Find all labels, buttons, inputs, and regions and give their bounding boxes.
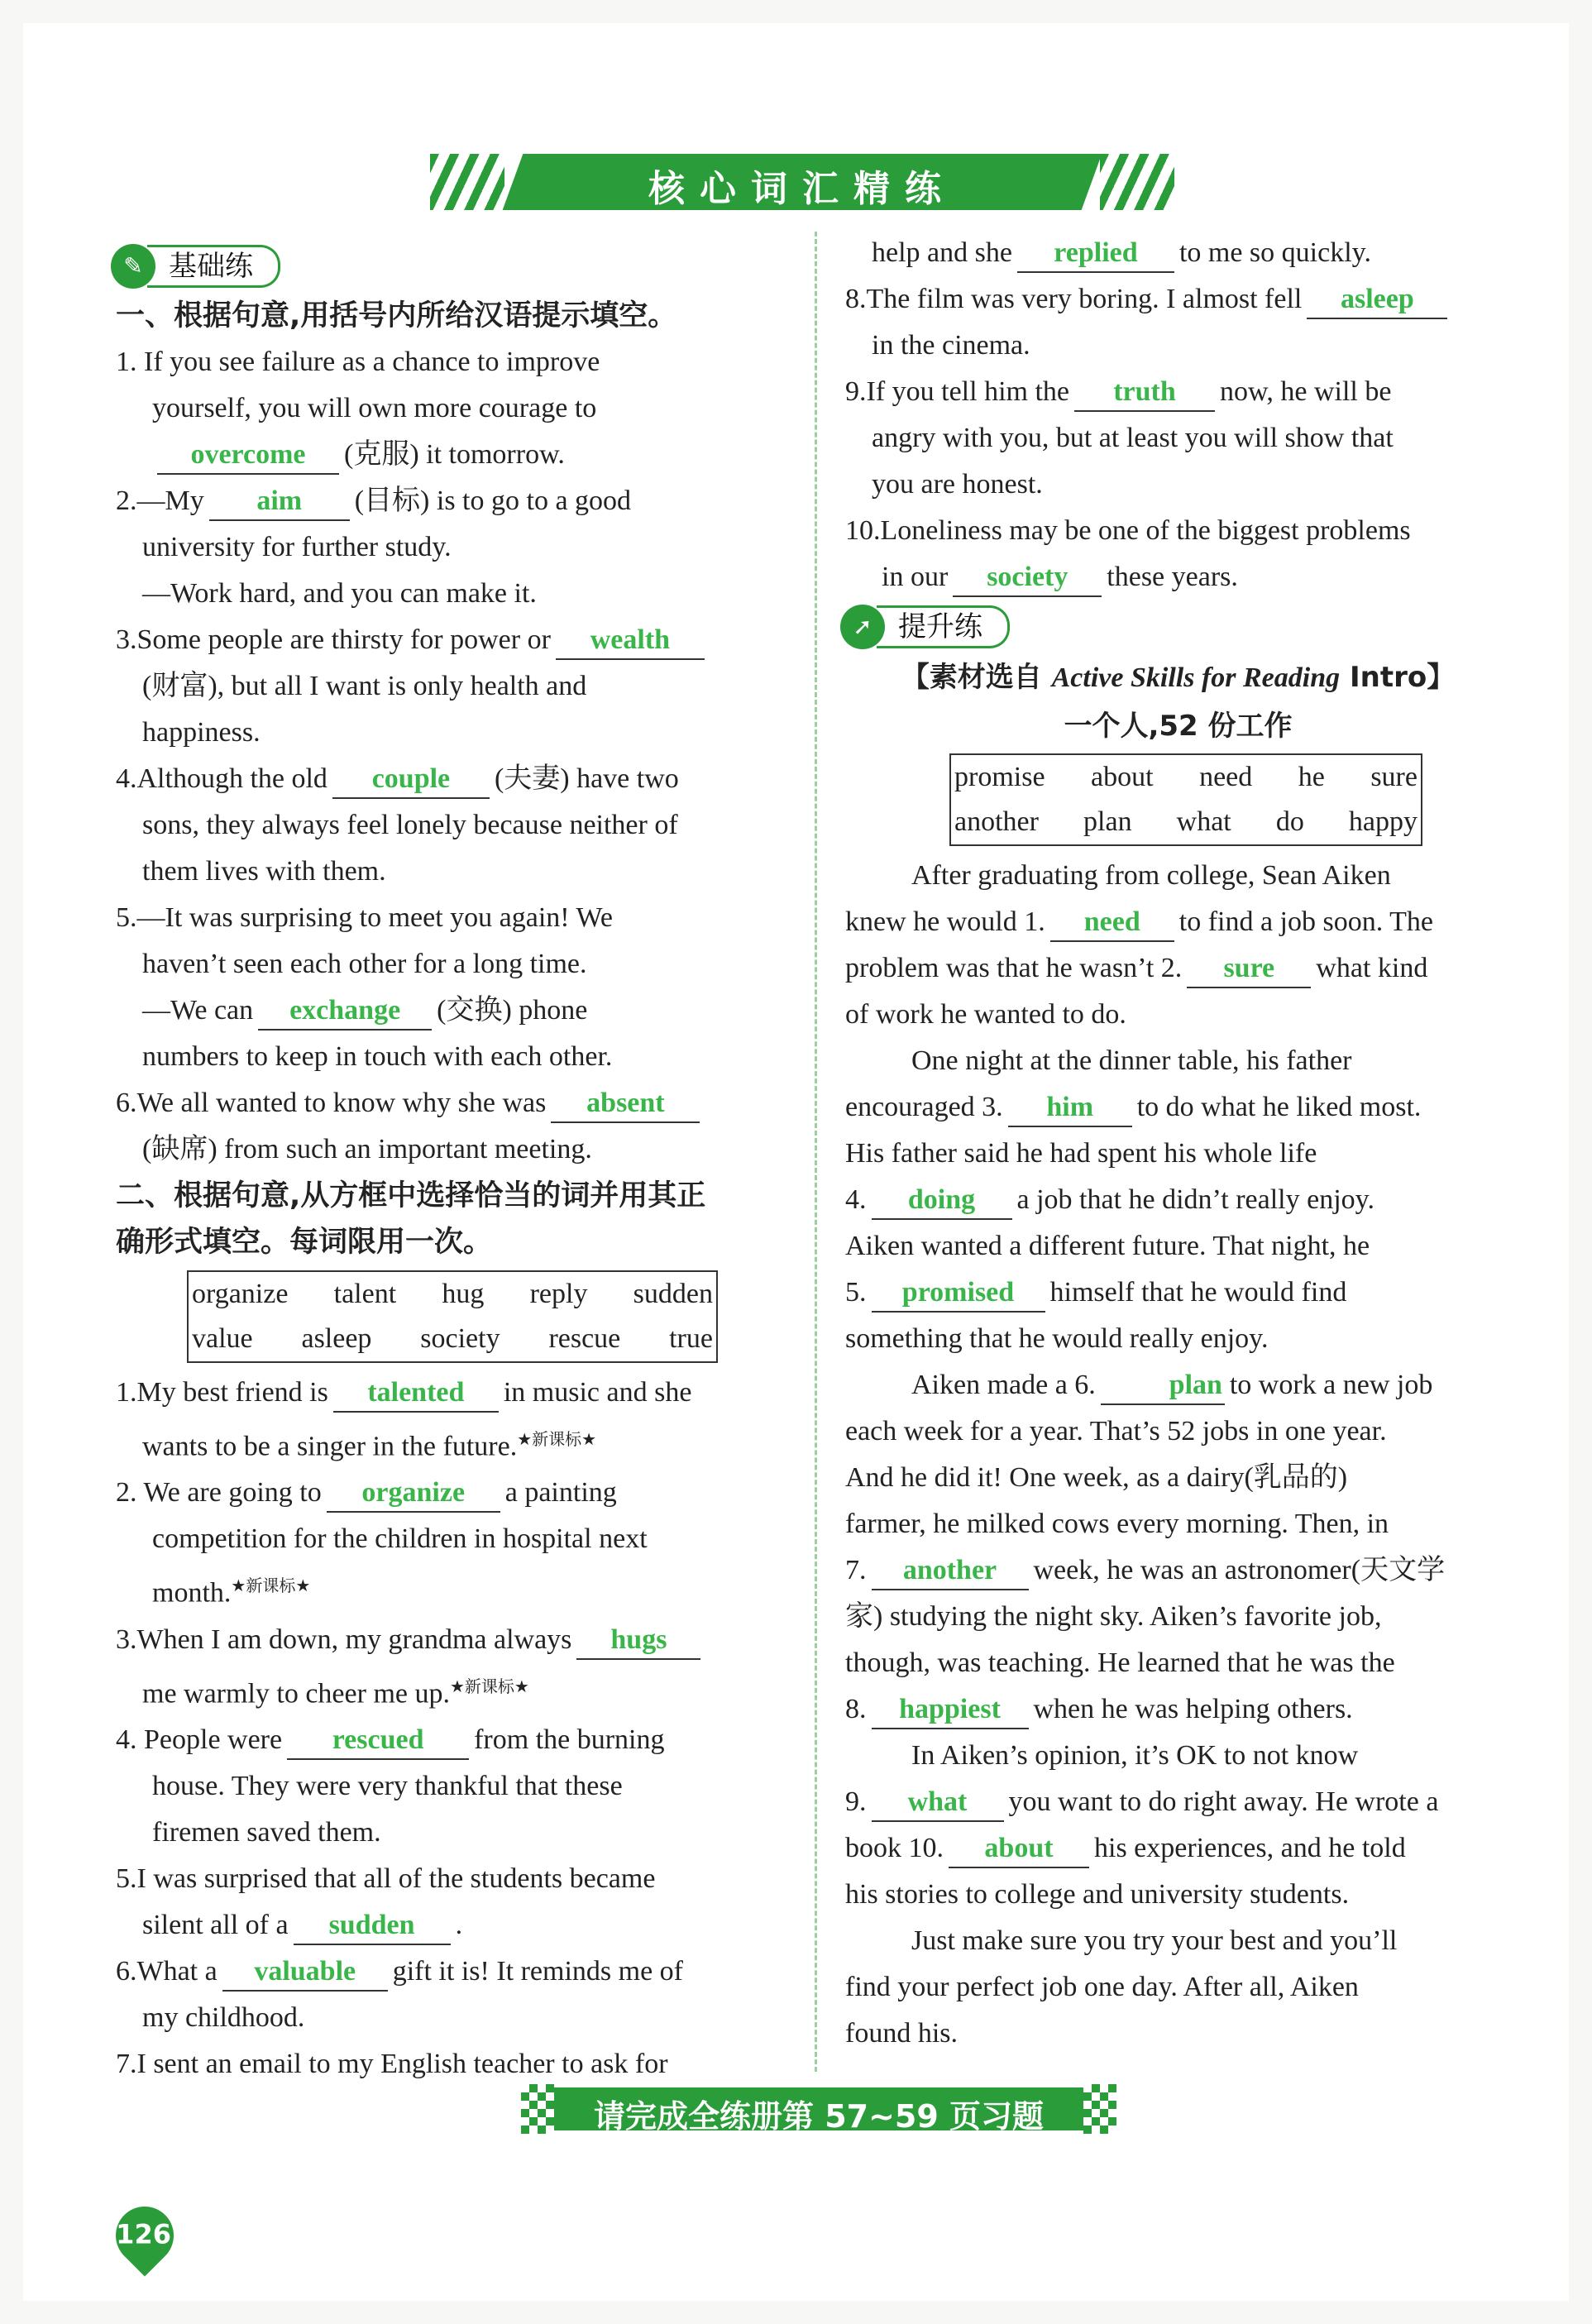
checker-right <box>1083 2084 1116 2134</box>
q6-line1 <box>116 1080 786 1126</box>
b10-line2 <box>845 554 1511 600</box>
b6-line2: my childhood. <box>142 2001 305 2033</box>
b7-line2 <box>845 230 1511 276</box>
q2-line3: —Work hard, and you can make it. <box>142 578 537 609</box>
p3-line4: farmer, he milked cows every morning. Then, in <box>845 1509 1389 1539</box>
answer-blank[interactable]: exchange <box>258 992 432 1030</box>
word: about <box>1091 762 1154 792</box>
box-question-3 <box>116 1617 786 1717</box>
part1-heading: 一、根据句意,用括号内所给汉语提示填空。 <box>116 299 677 332</box>
word: value <box>192 1323 253 1354</box>
q5-tail: (交换) phone <box>437 995 588 1026</box>
answer-blank[interactable]: need <box>1050 904 1174 942</box>
word: promise <box>954 762 1045 792</box>
advanced-practice-badge <box>840 604 1010 650</box>
p3-line5 <box>845 1547 1511 1594</box>
p2-line6 <box>845 1270 1511 1316</box>
b8-line1 <box>845 276 1511 323</box>
word: talent <box>333 1279 397 1309</box>
p4-text: book 10. <box>845 1833 944 1863</box>
p3-line1 <box>845 1362 1511 1408</box>
question-3 <box>116 617 786 756</box>
basic-practice-badge <box>111 243 280 289</box>
word-box-row-1 <box>954 755 1418 800</box>
word: true <box>669 1323 713 1354</box>
paragraph-5 <box>845 1918 1511 2057</box>
word: sure <box>1370 762 1418 792</box>
box-question-4 <box>116 1717 786 1856</box>
q6-line2: (缺席) from such an important meeting. <box>142 1134 592 1164</box>
word: plan <box>1083 806 1132 837</box>
answer-blank[interactable]: another <box>872 1552 1029 1590</box>
box-question-6 <box>116 1949 786 2041</box>
box-question-7 <box>116 2041 786 2087</box>
q2-line2: university for further study. <box>142 532 452 562</box>
question-1 <box>116 339 786 478</box>
q3-line3: happiness. <box>142 717 261 748</box>
q4-line2: sons, they always feel lonely because neither of <box>142 810 678 840</box>
p4-line4: his stories to college and university students. <box>845 1879 1350 1910</box>
paragraph-2 <box>845 1038 1511 1362</box>
p2-text: to do what he liked most. <box>1136 1092 1422 1122</box>
paragraph-1 <box>845 853 1511 1038</box>
answer-blank[interactable]: hugs <box>576 1622 700 1660</box>
part2-heading-1: 二、根据句意,从方框中选择恰当的词并用其正 <box>116 1179 706 1212</box>
q1-tail: (克服) it tomorrow. <box>344 439 565 470</box>
p2-text: a job that he didn’t really enjoy. <box>1016 1184 1374 1215</box>
q2-line1 <box>116 478 786 524</box>
source-book: Active Skills for Reading <box>1051 662 1341 693</box>
new-standard-tag: ★新课标★ <box>449 1676 529 1696</box>
b9-tail: now, he will be <box>1220 376 1392 407</box>
material-source <box>845 653 1511 702</box>
answer-blank[interactable]: promised <box>872 1274 1045 1313</box>
q4-line1 <box>116 756 786 802</box>
answer-blank[interactable]: asleep <box>1307 281 1447 319</box>
word: sudden <box>633 1279 713 1309</box>
p1-text: what kind <box>1316 953 1428 983</box>
b7-head: help and she <box>872 237 1012 268</box>
b2-head: 2. We are going to <box>116 1477 322 1509</box>
answer-blank[interactable]: society <box>953 559 1102 597</box>
word: what <box>1176 806 1231 837</box>
b9-head: 9.If you tell him the <box>845 376 1070 407</box>
box-question-10 <box>845 508 1511 600</box>
b1-line2 <box>116 1416 786 1470</box>
b3-line2 <box>116 1663 786 1717</box>
p2-line3: His father said he had spent his whole life <box>845 1138 1317 1169</box>
b10-line1: 10.Loneliness may be one of the biggest problems <box>845 515 1411 546</box>
q4-tail: (夫妻) have two <box>494 763 679 794</box>
q5-line1: 5.—It was surprising to meet you again! We <box>116 902 613 933</box>
b2-line2: competition for the children in hospital next <box>152 1523 648 1555</box>
word: asleep <box>301 1323 372 1354</box>
p2-line4 <box>845 1177 1511 1223</box>
section-title: 核心词汇精练 <box>648 168 956 210</box>
p2-text: encouraged 3. <box>845 1092 1003 1122</box>
q2-tail: (目标) is to go to a good <box>354 485 632 516</box>
b1-cont: wants to be a singer in the future. <box>142 1431 518 1462</box>
box-question-1 <box>116 1370 786 1470</box>
banner-stripes-left <box>430 154 504 210</box>
q3-line2: (财富), but all I want is only health and <box>142 671 587 701</box>
p1-line2 <box>845 899 1511 945</box>
word: reply <box>529 1279 588 1309</box>
paragraph-3 <box>845 1362 1511 1733</box>
p5-line3: found his. <box>845 2018 958 2049</box>
p1-line1: After graduating from college, Sean Aiken <box>911 860 1391 891</box>
box-question-2 <box>116 1470 786 1616</box>
question-6 <box>116 1080 786 1173</box>
answer-blank[interactable]: replied <box>1017 235 1174 273</box>
box-question-5 <box>116 1856 786 1949</box>
q5-line3 <box>116 987 786 1034</box>
answer-blank[interactable]: talented <box>333 1375 499 1413</box>
answer-blank[interactable]: him <box>1008 1089 1132 1127</box>
column-divider <box>815 232 817 2072</box>
b1-tail: in music and she <box>503 1377 692 1408</box>
b7-line1: 7.I sent an email to my English teacher to ask for <box>116 2048 668 2079</box>
p1-text: problem was that he wasn’t 2. <box>845 953 1183 983</box>
answer-blank[interactable]: aim <box>209 483 350 521</box>
p3-line3: And he did it! One week, as a dairy(乳品的) <box>845 1462 1348 1493</box>
word: hug <box>442 1279 485 1309</box>
new-standard-tag: ★新课标★ <box>517 1429 597 1449</box>
b9-line1 <box>845 369 1511 415</box>
b10-head: in our <box>882 562 949 592</box>
word: rescue <box>548 1323 621 1354</box>
b4-line3: firemen saved them. <box>152 1816 381 1848</box>
b4-line1 <box>116 1717 786 1763</box>
b8-head: 8.The film was very boring. I almost fell <box>845 284 1303 314</box>
answer-blank[interactable]: rescued <box>287 1722 469 1760</box>
answer-blank[interactable]: what <box>872 1784 1004 1822</box>
p5-line2: find your perfect job one day. After all, Aiken <box>845 1972 1359 2002</box>
b5-tail: . <box>455 1909 463 1940</box>
page-number: 126 <box>116 2218 171 2250</box>
answer-blank[interactable]: absent <box>551 1085 700 1123</box>
b6-tail: gift it is! It reminds me of <box>392 1955 683 1987</box>
answer-blank[interactable]: couple <box>332 761 490 799</box>
b4-head: 4. People were <box>116 1724 283 1755</box>
p2-line2 <box>845 1084 1511 1131</box>
b1-head: 1.My best friend is <box>116 1377 328 1408</box>
answer-blank[interactable]: overcome <box>157 437 339 475</box>
b4-tail: from the burning <box>474 1724 665 1755</box>
p4-line3 <box>845 1825 1511 1872</box>
word-box-row-1 <box>192 1272 713 1317</box>
checker-left <box>521 2084 554 2134</box>
b7-tail: to me so quickly. <box>1178 237 1371 268</box>
word: do <box>1275 806 1304 837</box>
b5-line1: 5.I was surprised that all of the students became <box>116 1863 656 1894</box>
source-prefix: 【素材选自 <box>901 661 1042 694</box>
answer-blank[interactable]: wealth <box>556 622 705 660</box>
q5-head: —We can <box>142 995 254 1026</box>
p4-line2 <box>845 1779 1511 1825</box>
word: happy <box>1348 806 1418 837</box>
box-question-8 <box>845 276 1511 369</box>
footer-banner <box>521 2084 1116 2134</box>
section-banner <box>430 154 1174 210</box>
q6-head: 6.We all wanted to know why she was <box>116 1088 547 1118</box>
answer-blank[interactable]: organize <box>327 1475 500 1513</box>
q3-line1 <box>116 617 786 663</box>
answer-blank[interactable]: plan <box>1101 1367 1225 1405</box>
badge-label: 基础练 <box>147 245 280 288</box>
p3-text: week, he was an astronomer(天文学 <box>1033 1555 1446 1585</box>
part2-heading-2: 确形式填空。每词限用一次。 <box>116 1226 493 1259</box>
arrow-up-icon: ➚ <box>840 605 885 649</box>
b4-line2: house. They were very thankful that these <box>152 1770 623 1801</box>
p5-line1: Just make sure you try your best and you’ll <box>911 1925 1398 1956</box>
b9-line3: you are honest. <box>872 469 1043 500</box>
q1-line2: yourself, you will own more courage to <box>152 393 597 423</box>
q5-line4: numbers to keep in touch with each other. <box>142 1041 613 1072</box>
p2-line7: something that he would really enjoy. <box>845 1323 1269 1354</box>
q3-head: 3.Some people are thirsty for power or <box>116 624 551 655</box>
p3-line2: each week for a year. That’s 52 jobs in one year. <box>845 1416 1387 1447</box>
p2-text: himself that he would find <box>1049 1277 1347 1308</box>
p1-text: knew he would 1. <box>845 906 1045 937</box>
banner-stripes-right <box>1100 154 1174 210</box>
b8-line2: in the cinema. <box>872 330 1030 361</box>
p1-text: to find a job soon. The <box>1178 906 1433 937</box>
p3-text: 8. <box>845 1694 867 1724</box>
b3-head: 3.When I am down, my grandma always <box>116 1623 572 1655</box>
q4-head: 4.Although the old <box>116 763 327 794</box>
b2-line3 <box>116 1562 786 1616</box>
question-4 <box>116 756 786 895</box>
question-2 <box>116 478 786 617</box>
b6-line1 <box>116 1949 786 1995</box>
p2-line1: One night at the dinner table, his father <box>911 1045 1352 1076</box>
answer-blank[interactable]: truth <box>1074 374 1215 412</box>
b3-cont: me warmly to cheer me up. <box>142 1677 450 1709</box>
word: another <box>954 806 1039 837</box>
p4-text: you want to do right away. He wrote a <box>1008 1786 1439 1817</box>
pencil-icon: ✎ <box>111 244 155 289</box>
word-box <box>187 1270 718 1363</box>
p3-line7: though, was teaching. He learned that he was the <box>845 1647 1395 1678</box>
p3-text: 7. <box>845 1555 867 1585</box>
p2-text: 5. <box>845 1277 867 1308</box>
answer-blank[interactable]: valuable <box>222 1953 388 1992</box>
passage-word-box <box>949 753 1422 846</box>
p3-line8 <box>845 1686 1511 1733</box>
p4-line1: In Aiken’s opinion, it’s OK to not know <box>911 1740 1359 1771</box>
p4-text: his experiences, and he told <box>1094 1833 1406 1863</box>
q4-line3: them lives with them. <box>142 856 386 887</box>
answer-blank[interactable]: about <box>949 1830 1089 1868</box>
answer-blank[interactable]: sudden <box>294 1907 451 1945</box>
right-column <box>845 230 1511 2057</box>
b2-line1 <box>116 1470 786 1516</box>
word-box-row-2 <box>192 1317 713 1361</box>
b2-tail: a painting <box>504 1477 617 1509</box>
q2-head: 2.—My <box>116 485 204 516</box>
word: society <box>420 1323 500 1354</box>
b5-head: silent all of a <box>142 1909 289 1940</box>
footer-text: 请完成全练册第 57~59 页习题 <box>593 2098 1045 2135</box>
b6-head: 6.What a <box>116 1955 218 1987</box>
source-suffix: Intro】 <box>1349 661 1456 694</box>
p3-line6: 家) studying the night sky. Aiken’s favorite job, <box>845 1601 1382 1632</box>
b10-tail: these years. <box>1107 562 1238 592</box>
b2-cont: month. <box>152 1577 232 1609</box>
passage-title: 一个人,52 份工作 <box>1064 710 1293 743</box>
p3-text: to work a new job <box>1229 1370 1433 1400</box>
p3-text: Aiken made a 6. <box>911 1370 1096 1400</box>
b5-line2 <box>116 1902 786 1949</box>
paragraph-4 <box>845 1733 1511 1918</box>
p3-text: when he was helping others. <box>1033 1694 1353 1724</box>
b1-line1 <box>116 1370 786 1416</box>
box-question-9 <box>845 369 1511 508</box>
p2-text: 4. <box>845 1184 867 1215</box>
question-5 <box>116 895 786 1080</box>
answer-blank[interactable]: sure <box>1187 950 1311 988</box>
word: he <box>1298 762 1325 792</box>
p2-line5: Aiken wanted a different future. That night, he <box>845 1231 1370 1261</box>
badge-label: 提升练 <box>877 605 1010 648</box>
b3-line1 <box>116 1617 786 1663</box>
q1-line1: 1. If you see failure as a chance to improve <box>116 347 600 377</box>
p4-text: 9. <box>845 1786 867 1817</box>
answer-blank[interactable]: happiest <box>872 1691 1029 1729</box>
new-standard-tag: ★新课标★ <box>231 1576 311 1596</box>
q5-line2: haven’t seen each other for a long time. <box>142 949 587 979</box>
left-column <box>116 240 786 2087</box>
word: organize <box>192 1279 289 1309</box>
word-box-row-2 <box>954 800 1418 844</box>
b9-line2: angry with you, but at least you will show that <box>872 423 1394 453</box>
answer-blank[interactable]: doing <box>872 1182 1012 1220</box>
p1-line4: of work he wanted to do. <box>845 999 1126 1030</box>
p1-line3 <box>845 945 1511 992</box>
word: need <box>1199 762 1253 792</box>
q1-line3 <box>116 432 786 478</box>
